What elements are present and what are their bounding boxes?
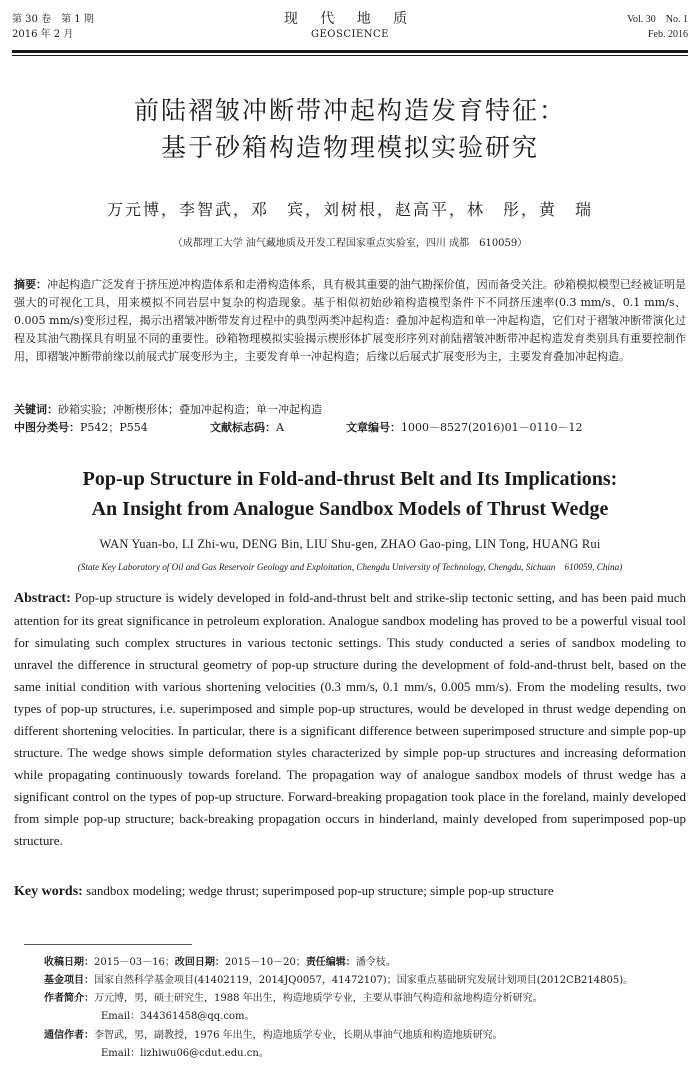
keywords-en-text: sandbox modeling; wedge thrust; superimposed pop-up structure; simple pop-up structure [86,883,554,898]
author-email: Email：344361458@qq.com。 [101,1011,255,1022]
clc-label: 中图分类号： [14,421,80,434]
header-rule-thick [12,50,688,53]
paper-title-cn [0,92,700,166]
abstract-cn-text: 冲起构造广泛发育于挤压逆冲构造体系和走滑构造体系，具有极其重要的油气勘探价值，因而备受关注。砂箱模拟模型已经被证明是强大的可视化工具，用来模拟不同岩层中复杂的构造现象。基于相似初始砂箱构造模型条件下不同挤压速率(0.3 mm/s、0.1 mm/s、0.005 mm/s)变形过程，揭示出褶皱冲断带发育过程中的典型两类冲起构造：叠加冲起构造和单一冲起构造，它们对于褶皱冲断带演化过程及其油气勘探具有明显不同的重要性。砂箱物理模拟实验揭示楔形体扩展变形序列对前陆褶皱冲断带冲起构造发育类别具有重要控制作用，即褶皱冲断带前缘以前展式扩展变形为主，主要发育单一冲起构造；后缘以后展式扩展变形为主，主要发育叠加冲起构造。 [14,278,687,363]
document-code [210,420,284,436]
keywords-cn [14,402,686,418]
journal-name-cn: 现 代 地 质 [283,11,417,27]
journal-name-en: GEOSCIENCE [311,29,389,40]
editor-name: 潘令枝。 [355,957,396,968]
volume-issue-en: Vol. 30 No. 1 [627,14,688,25]
received-date: 2015－03－16； [94,957,175,968]
header-rule-thin [12,55,688,56]
doc-value: A [276,421,284,434]
title-en-line1: Pop-up Structure in Fold-and-thrust Belt and Its Implications: [82,468,618,490]
corresponding-text: 李智武，男，副教授，1976 年出生，构造地质学专业，长期从事油气地质和构造地质研究。 [94,1030,503,1041]
volume-issue-cn: 第 30 卷 第 1 期 [12,14,94,25]
authors-en: WAN Yuan-bo, LI Zhi-wu, DENG Bin, LIU Shu-gen, ZHAO Gao-ping, LIN Tong, HUANG Rui [99,537,601,551]
abstract-en-label: Abstract: [14,591,71,606]
fund-text: 国家自然科学基金项目(41402119，2014JQ0057，41472107)；国家重点基础研究发展计划项目(2012CB214805)。 [94,975,634,986]
keywords-en [14,880,686,903]
abstract-en [14,587,686,852]
abstract-cn [14,276,686,366]
keywords-cn-text: 砂箱实验；冲断楔形体；叠加冲起构造；单一冲起构造 [58,403,322,416]
affiliation-en: (State Key Laboratory of Oil and Gas Reservoir Geology and Exploitation, Chengdu University of Technology, Chengdu, Sichuan 610059, China) [77,562,623,572]
clc-value: P542；P554 [80,421,148,434]
affiliation-cn: （成都理工大学 油气藏地质及开发工程国家重点实验室，四川 成都 610059） [172,238,528,249]
author-bio-label: 作者简介： [44,993,94,1004]
fund-label: 基金项目： [44,975,94,986]
editor-label: 责任编辑： [305,957,356,968]
header-volume-info-en [627,12,688,42]
footnote-author [44,990,684,1026]
footnote-corresponding [44,1027,684,1063]
paper-title-en [0,464,700,524]
date-cn: 2016 年 2 月 [12,29,74,40]
abstract-cn-label: 摘要： [14,278,48,291]
received-label: 收稿日期： [44,957,94,968]
keywords-cn-label: 关键词： [14,403,58,416]
clc-number [14,420,148,436]
footnote-dates [44,954,684,972]
corresponding-label: 通信作者： [44,1030,94,1041]
title-en-line2: An Insight from Analogue Sandbox Models of Thrust Wedge [91,498,609,520]
article-value: 1000－8527(2016)01－0110－12 [401,421,583,434]
revised-label: 改回日期： [174,957,225,968]
date-en: Feb. 2016 [648,29,688,40]
corresponding-email: Email：lizhiwu06@cdut.edu.cn。 [101,1048,269,1059]
article-number [346,420,583,436]
footnote-fund [44,972,684,990]
journal-masthead [0,10,700,42]
footnote-rule [24,944,192,945]
revised-date: 2015－10－20； [224,957,306,968]
title-cn-line1: 前陆褶皱冲断带冲起构造发育特征： [133,96,566,125]
abstract-en-text: Pop-up structure is widely developed in fold-and-thrust belt and strike-slip tectonic setting, and has been paid much attention for its great significance in petroleum exploration. Analogue sandbox modeling has proved to be a powerful visual tool for simulating such complex structures in various tectonic settings. This study conducted a series of sandbox modeling to unravel the difference in structural geometry of pop-up structure during the development of fold-and-thrust belt, based on the same initial condition with various shortening velocities (0.3 mm/s, 0.1 mm/s, 0.005 mm/s). From the modeling results, two types of pop-up structures, i.e. superimposed and simple pop-up structures, would be developed in thrust wedge depending on different shortening velocities. In particular, there is a significant difference between superimposed structure and simple pop-up structure. The wedge shows simple deformation styles characterized by simple pop-up structures and increasing deformation while propagating continuously towards foreland. The propagation way of analogue sandbox models of thrust wedge has a significant control on the types of pop-up structure. Forward-breaking propagation took place in the foreland, mainly developed from simple pop-up structure; back-breaking propagation occurs in hinderland, mainly developed from superimposed pop-up structure. [14,590,687,848]
title-cn-line2: 基于砂箱构造物理模拟实验研究 [160,133,539,162]
keywords-en-label: Key words: [14,884,83,899]
authors-cn: 万元博，李智武，邓 宾，刘树根，赵高平，林 彤，黄 瑞 [106,200,593,219]
doc-label: 文献标志码： [210,421,276,434]
article-label: 文章编号： [346,421,401,434]
author-bio-text: 万元博，男，硕士研究生，1988 年出生，构造地质学专业，主要从事油气构造和盆地构造分析研究。 [94,993,543,1004]
